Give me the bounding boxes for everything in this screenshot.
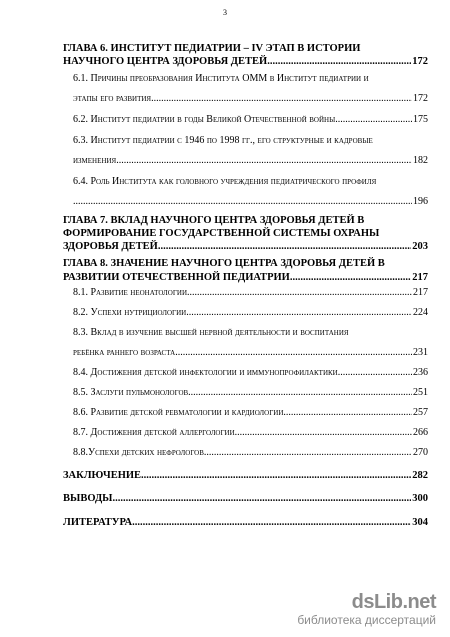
toc-section-8-6[interactable] (63, 406, 428, 419)
toc-section-8-2-title: 8.2. Успехи нутрициологии (73, 307, 187, 319)
dot-leader (113, 492, 412, 505)
dot-leader (188, 386, 412, 399)
dot-leader (175, 346, 412, 359)
toc-chapter-6[interactable] (63, 42, 428, 69)
toc-section-6-4-page: 196 (413, 195, 428, 207)
toc-chapter-6-page: 172 (412, 56, 428, 68)
toc-literature-title: ЛИТЕРАТУРА (63, 516, 133, 528)
toc-chapter-6-title-line-2: НАУЧНОГО ЦЕНТРА ЗДОРОВЬЯ ДЕТЕЙ (63, 56, 268, 68)
toc-literature[interactable] (63, 516, 428, 529)
toc-section-8-4-page: 236 (413, 367, 428, 379)
toc-conclusion-page: 282 (412, 470, 428, 482)
toc-section-8-3-title-line-2: ребёнка раннего возраста (73, 347, 176, 359)
dot-leader (338, 366, 412, 379)
dslib-watermark[interactable] (297, 591, 436, 627)
toc-section-6-3-title-line-2: изменения (73, 154, 117, 166)
toc-section-8-3-page: 231 (413, 347, 428, 359)
page-number: 3 (223, 8, 227, 17)
toc-findings[interactable] (63, 492, 428, 505)
toc-findings-title: ВЫВОДЫ (63, 493, 113, 505)
toc-findings-page: 300 (412, 493, 428, 505)
toc-section-6-4-title-line-1: 6.4. Роль Института как головного учреждения педиатрического профиля (73, 175, 377, 187)
toc-chapter-6-title-line-1: ГЛАВА 6. ИНСТИТУТ ПЕДИАТРИИ – IV ЭТАП В ИСТОРИИ (63, 43, 361, 54)
watermark-tagline: библиотека диссертаций (297, 613, 436, 627)
toc-literature-page: 304 (412, 516, 428, 528)
toc-section-6-3[interactable] (63, 134, 428, 167)
toc-section-8-8-title: 8.8.Успехи детских нефрологов (73, 447, 204, 459)
dot-leader (158, 240, 411, 253)
toc-chapter-8-title-line-1: ГЛАВА 8. ЗНАЧЕНИЕ НАУЧНОГО ЦЕНТРА ЗДОРОВЬЯ ДЕТЕЙ В (63, 258, 385, 270)
dot-leader (132, 516, 411, 529)
toc-section-8-8[interactable] (63, 446, 428, 459)
toc-chapter-7-title-line-2: ФОРМИРОВАНИЕ ГОСУДАРСТВЕННОЙ СИСТЕМЫ ОХРАНЫ (63, 227, 380, 239)
toc-section-8-2-page: 224 (413, 307, 428, 319)
toc-section-6-1-title-line-2: этапы его развития (73, 92, 152, 104)
dot-leader (116, 154, 412, 167)
toc-chapter-8-page: 217 (412, 271, 428, 283)
toc-section-8-7-title: 8.7. Достижения детской аллергологии (73, 427, 235, 439)
toc-chapter-7-title-line-1: ГЛАВА 7. ВКЛАД НАУЧНОГО ЦЕНТРА ЗДОРОВЬЯ ДЕТЕЙ В (63, 214, 365, 226)
toc-section-8-2[interactable] (63, 306, 428, 319)
toc-section-8-8-page: 270 (413, 447, 428, 459)
toc-section-6-1-page: 172 (413, 92, 428, 104)
dot-leader (267, 55, 411, 68)
toc-chapter-7-title-line-3: ЗДОРОВЬЯ ДЕТЕЙ (63, 241, 158, 253)
toc-section-8-4-title: 8.4. Достижения детской инфектологии и иммунопрофилактики (73, 367, 338, 379)
toc-section-6-3-title-line-1: 6.3. Институт педиатрии с 1946 по 1998 гг., его структурные и кадровые (73, 134, 373, 146)
toc-section-8-3[interactable] (63, 326, 428, 359)
dot-leader (235, 426, 412, 439)
dot-leader (283, 406, 412, 419)
toc-section-8-5-title: 8.5. Заслуги пульмонологов (73, 387, 189, 399)
table-of-contents (63, 42, 428, 531)
toc-chapter-8[interactable] (63, 257, 428, 284)
dot-leader (204, 446, 412, 459)
dot-leader (335, 113, 412, 126)
toc-conclusion-title: ЗАКЛЮЧЕНИЕ (63, 470, 142, 482)
toc-section-8-1-title: 8.1. Развитие неонатологии (73, 287, 188, 299)
toc-section-6-2[interactable] (63, 113, 428, 126)
toc-section-8-7-page: 266 (413, 427, 428, 439)
toc-section-8-5[interactable] (63, 386, 428, 399)
toc-section-8-1-page: 217 (413, 287, 428, 299)
toc-section-6-1-title-line-1: 6.1. Причины преобразования Института ОММ в Институт педиатрии и (73, 72, 369, 84)
toc-section-8-3-title-line-1: 8.3. Вклад в изучение высшей нервной деятельности и воспитания (73, 327, 349, 339)
dot-leader (151, 92, 412, 105)
toc-chapter-7[interactable] (63, 214, 428, 254)
toc-section-8-6-title: 8.6. Развитие детской ревматологии и кардиологии (73, 407, 284, 419)
dot-leader (73, 195, 412, 208)
toc-section-6-2-page: 175 (413, 113, 428, 125)
toc-section-8-7[interactable] (63, 426, 428, 439)
toc-conclusion[interactable] (63, 469, 428, 482)
dot-leader (186, 306, 412, 319)
toc-section-6-4[interactable] (63, 175, 428, 208)
toc-section-8-6-page: 257 (413, 407, 428, 419)
watermark-brand: dsLib.net (351, 591, 436, 613)
toc-section-6-1[interactable] (63, 72, 428, 105)
dot-leader (187, 286, 412, 299)
toc-chapter-7-page: 203 (412, 241, 428, 253)
toc-chapter-8-title-line-2: РАЗВИТИИ ОТЕЧЕСТВЕННОЙ ПЕДИАТРИИ (63, 271, 290, 283)
toc-section-6-2-title: 6.2. Институт педиатрии в годы Великой Отечественной войны (73, 113, 336, 125)
toc-section-8-5-page: 251 (413, 387, 428, 399)
toc-section-8-4[interactable] (63, 366, 428, 379)
dot-leader (290, 271, 411, 284)
toc-section-6-3-page: 182 (413, 154, 428, 166)
toc-section-8-1[interactable] (63, 286, 428, 299)
dot-leader (141, 469, 411, 482)
